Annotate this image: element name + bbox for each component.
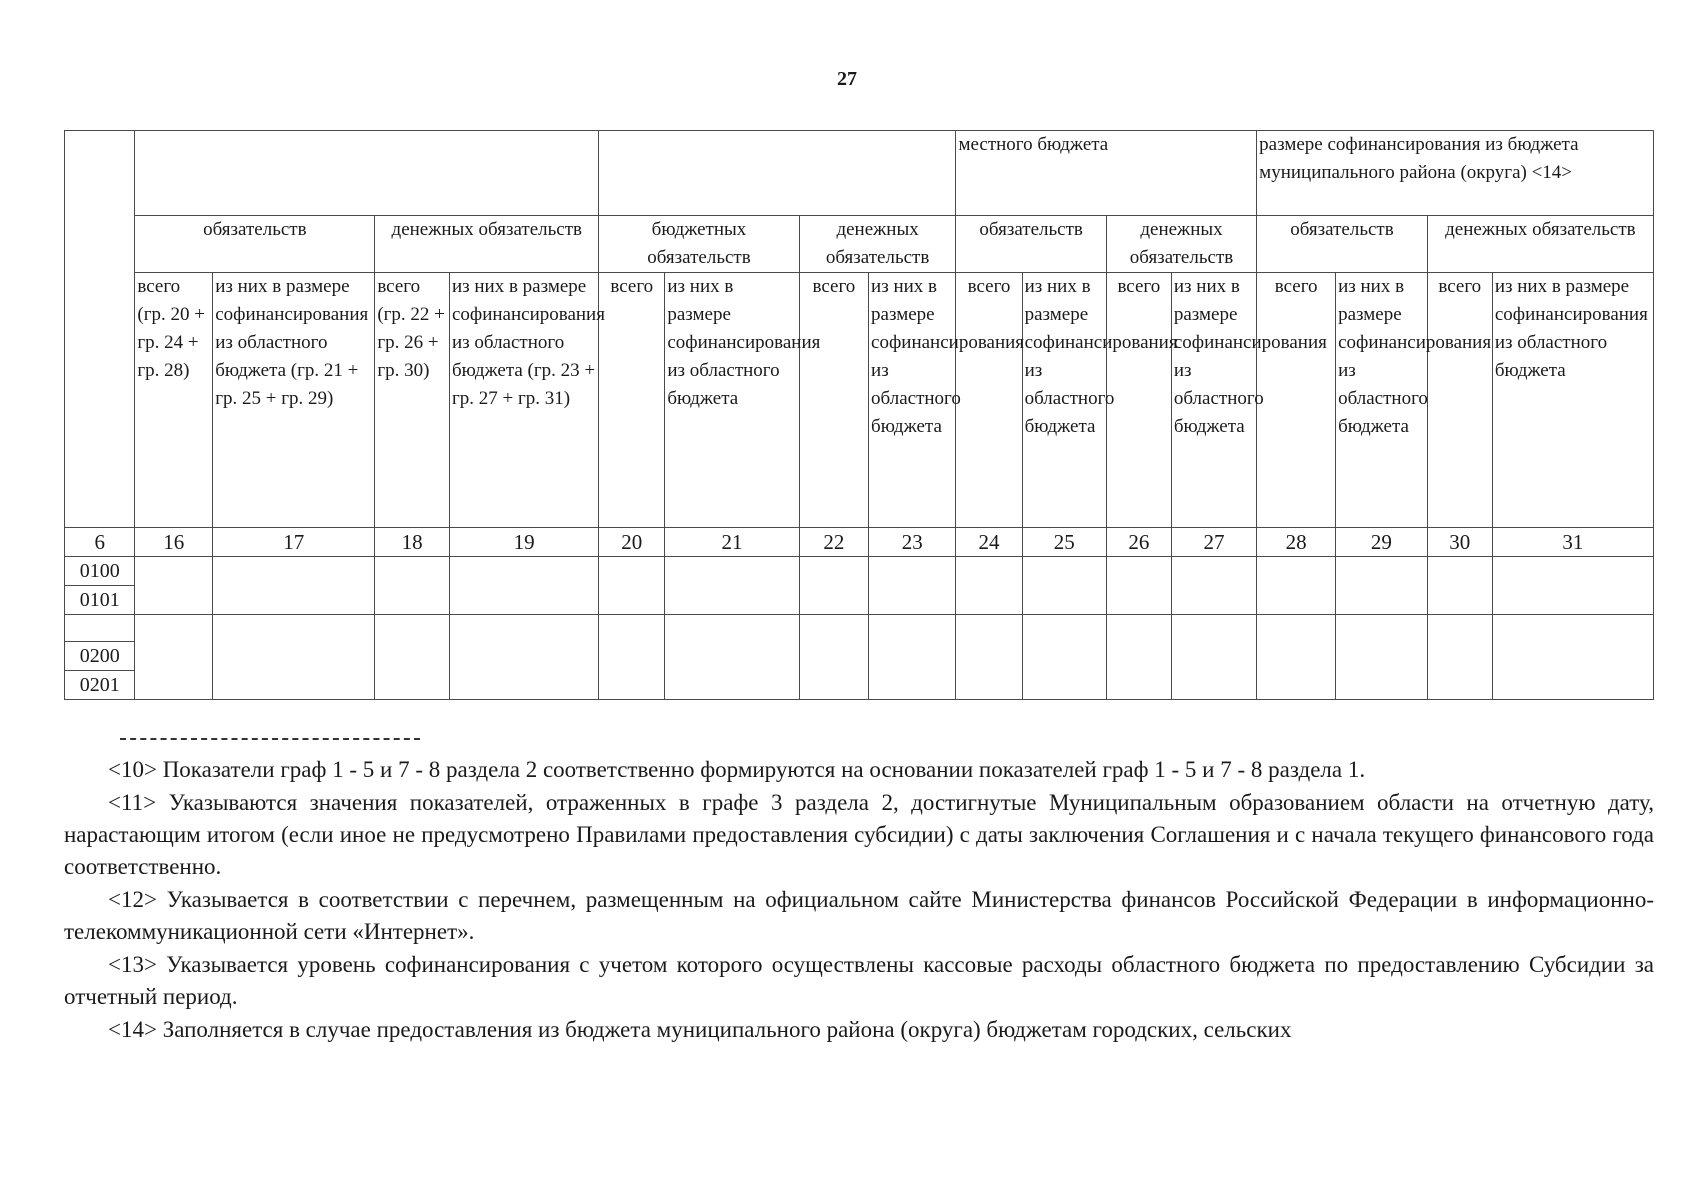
column-number: 29	[1336, 528, 1428, 557]
sub-header: всего	[956, 273, 1022, 528]
sub-header: из них в размере софинансирования из областного бюджета	[1171, 273, 1256, 528]
data-cell	[135, 615, 213, 700]
column-number: 25	[1022, 528, 1106, 557]
row-code: 0201	[65, 671, 135, 700]
data-cell	[1336, 557, 1428, 615]
sub-header: всего	[1257, 273, 1336, 528]
sub-header: из них в размере софинансирования из областного бюджета	[1336, 273, 1428, 528]
data-cell	[599, 615, 665, 700]
sub-header: из них в размере софинансирования из областного бюджета	[1022, 273, 1106, 528]
header-row-groups	[65, 216, 1654, 273]
data-cell	[1171, 557, 1256, 615]
data-cell	[1257, 557, 1336, 615]
data-cell	[1257, 615, 1336, 700]
data-cell	[1427, 615, 1492, 700]
header-cell-empty	[599, 131, 956, 216]
data-cell	[213, 557, 375, 615]
sub-header: всего	[1427, 273, 1492, 528]
sub-header: всего (гр. 22 + гр. 26 + гр. 30)	[375, 273, 450, 528]
data-cell	[1106, 615, 1171, 700]
header-cell-empty	[135, 131, 599, 216]
data-cell	[1106, 557, 1171, 615]
group-header: денежных обязательств	[1427, 216, 1653, 273]
row-code: 0100	[65, 557, 135, 586]
data-cell	[213, 615, 375, 700]
column-number: 20	[599, 528, 665, 557]
group-header: денежных обязательств	[375, 216, 599, 273]
footnote-separator	[120, 738, 420, 740]
data-cell	[1492, 557, 1653, 615]
group-header: денежных обязательств	[1106, 216, 1256, 273]
group-header: обязательств	[1257, 216, 1428, 273]
data-cell	[956, 557, 1022, 615]
data-cell	[1336, 615, 1428, 700]
header-local-budget: местного бюджета	[956, 131, 1257, 216]
data-cell	[869, 615, 956, 700]
header-cell-empty	[65, 131, 135, 528]
sub-header: всего (гр. 20 + гр. 24 + гр. 28)	[135, 273, 213, 528]
row-code	[65, 615, 135, 642]
sub-header: из них в размере софинансирования из областного бюджета	[665, 273, 799, 528]
page-number: 27	[837, 68, 857, 90]
column-number-row	[65, 528, 1654, 557]
column-number: 18	[375, 528, 450, 557]
data-cell	[665, 557, 799, 615]
column-number: 28	[1257, 528, 1336, 557]
data-cell	[1171, 615, 1256, 700]
sub-header: из них в размере софинансирования из областного бюджета (гр. 23 + гр. 27 + гр. 31)	[449, 273, 598, 528]
footnote-11: <11> Указываются значения показателей, отраженных в графе 3 раздела 2, достигнутые Муниципальным образованием области на отчетную дату, нарастающим итогом (если иное не предусмотрено Правилами предоставления субсидии) с даты заключения Соглашения и с начала текущего финансового года соответственно.	[64, 790, 1654, 879]
data-cell	[375, 557, 450, 615]
column-number: 21	[665, 528, 799, 557]
data-cell	[449, 557, 598, 615]
report-table	[64, 130, 1654, 700]
column-number: 22	[799, 528, 868, 557]
data-cell	[135, 557, 213, 615]
header-row-top	[65, 131, 1654, 216]
column-number: 19	[449, 528, 598, 557]
data-cell	[1022, 557, 1106, 615]
data-cell	[956, 615, 1022, 700]
column-number: 16	[135, 528, 213, 557]
sub-header: из них в размере софинансирования из областного бюджета	[869, 273, 956, 528]
footnote-10: <10> Показатели граф 1 - 5 и 7 - 8 раздела 2 соответственно формируются на основании показателей граф 1 - 5 и 7 - 8 раздела 1.	[108, 757, 1366, 782]
data-cell	[1022, 615, 1106, 700]
data-cell	[599, 557, 665, 615]
row-code: 0101	[65, 586, 135, 615]
data-cell	[1427, 557, 1492, 615]
column-number: 27	[1171, 528, 1256, 557]
column-number: 31	[1492, 528, 1653, 557]
header-row-sub	[65, 273, 1654, 528]
column-number: 26	[1106, 528, 1171, 557]
footnote-13: <13> Указывается уровень софинансирования с учетом которого осуществлены кассовые расходы областного бюджета по предоставлению Субсидии за отчетный период.	[64, 952, 1654, 1009]
column-number: 17	[213, 528, 375, 557]
column-number: 23	[869, 528, 956, 557]
footnote-14: <14> Заполняется в случае предоставления из бюджета муниципального района (округа) бюджетам городских, сельских	[108, 1017, 1292, 1042]
column-number: 6	[65, 528, 135, 557]
column-number: 30	[1427, 528, 1492, 557]
data-cell	[665, 615, 799, 700]
column-number: 24	[956, 528, 1022, 557]
sub-header: всего	[599, 273, 665, 528]
footnote-12: <12> Указывается в соответствии с перечнем, размещенным на официальном сайте Министерства финансов Российской Федерации в информационно-телекоммуникационной сети «Интернет».	[64, 887, 1654, 944]
data-cell	[799, 557, 868, 615]
header-district-cofinancing: размере софинансирования из бюджета муниципального района (округа) <14>	[1257, 131, 1654, 216]
table-row	[65, 615, 1654, 642]
footnotes	[64, 738, 1654, 1047]
sub-header: всего	[1106, 273, 1171, 528]
data-cell	[375, 615, 450, 700]
group-header: обязательств	[135, 216, 375, 273]
data-cell	[799, 615, 868, 700]
group-header: денежных обязательств	[799, 216, 956, 273]
row-code: 0200	[65, 642, 135, 671]
group-header: обязательств	[956, 216, 1106, 273]
data-cell	[1492, 615, 1653, 700]
table-row	[65, 557, 1654, 586]
sub-header: из них в размере софинансирования из областного бюджета	[1492, 273, 1653, 528]
group-header: бюджетных обязательств	[599, 216, 799, 273]
sub-header: из них в размере софинансирования из областного бюджета (гр. 21 + гр. 25 + гр. 29)	[213, 273, 375, 528]
data-cell	[449, 615, 598, 700]
data-cell	[869, 557, 956, 615]
sub-header: всего	[799, 273, 868, 528]
